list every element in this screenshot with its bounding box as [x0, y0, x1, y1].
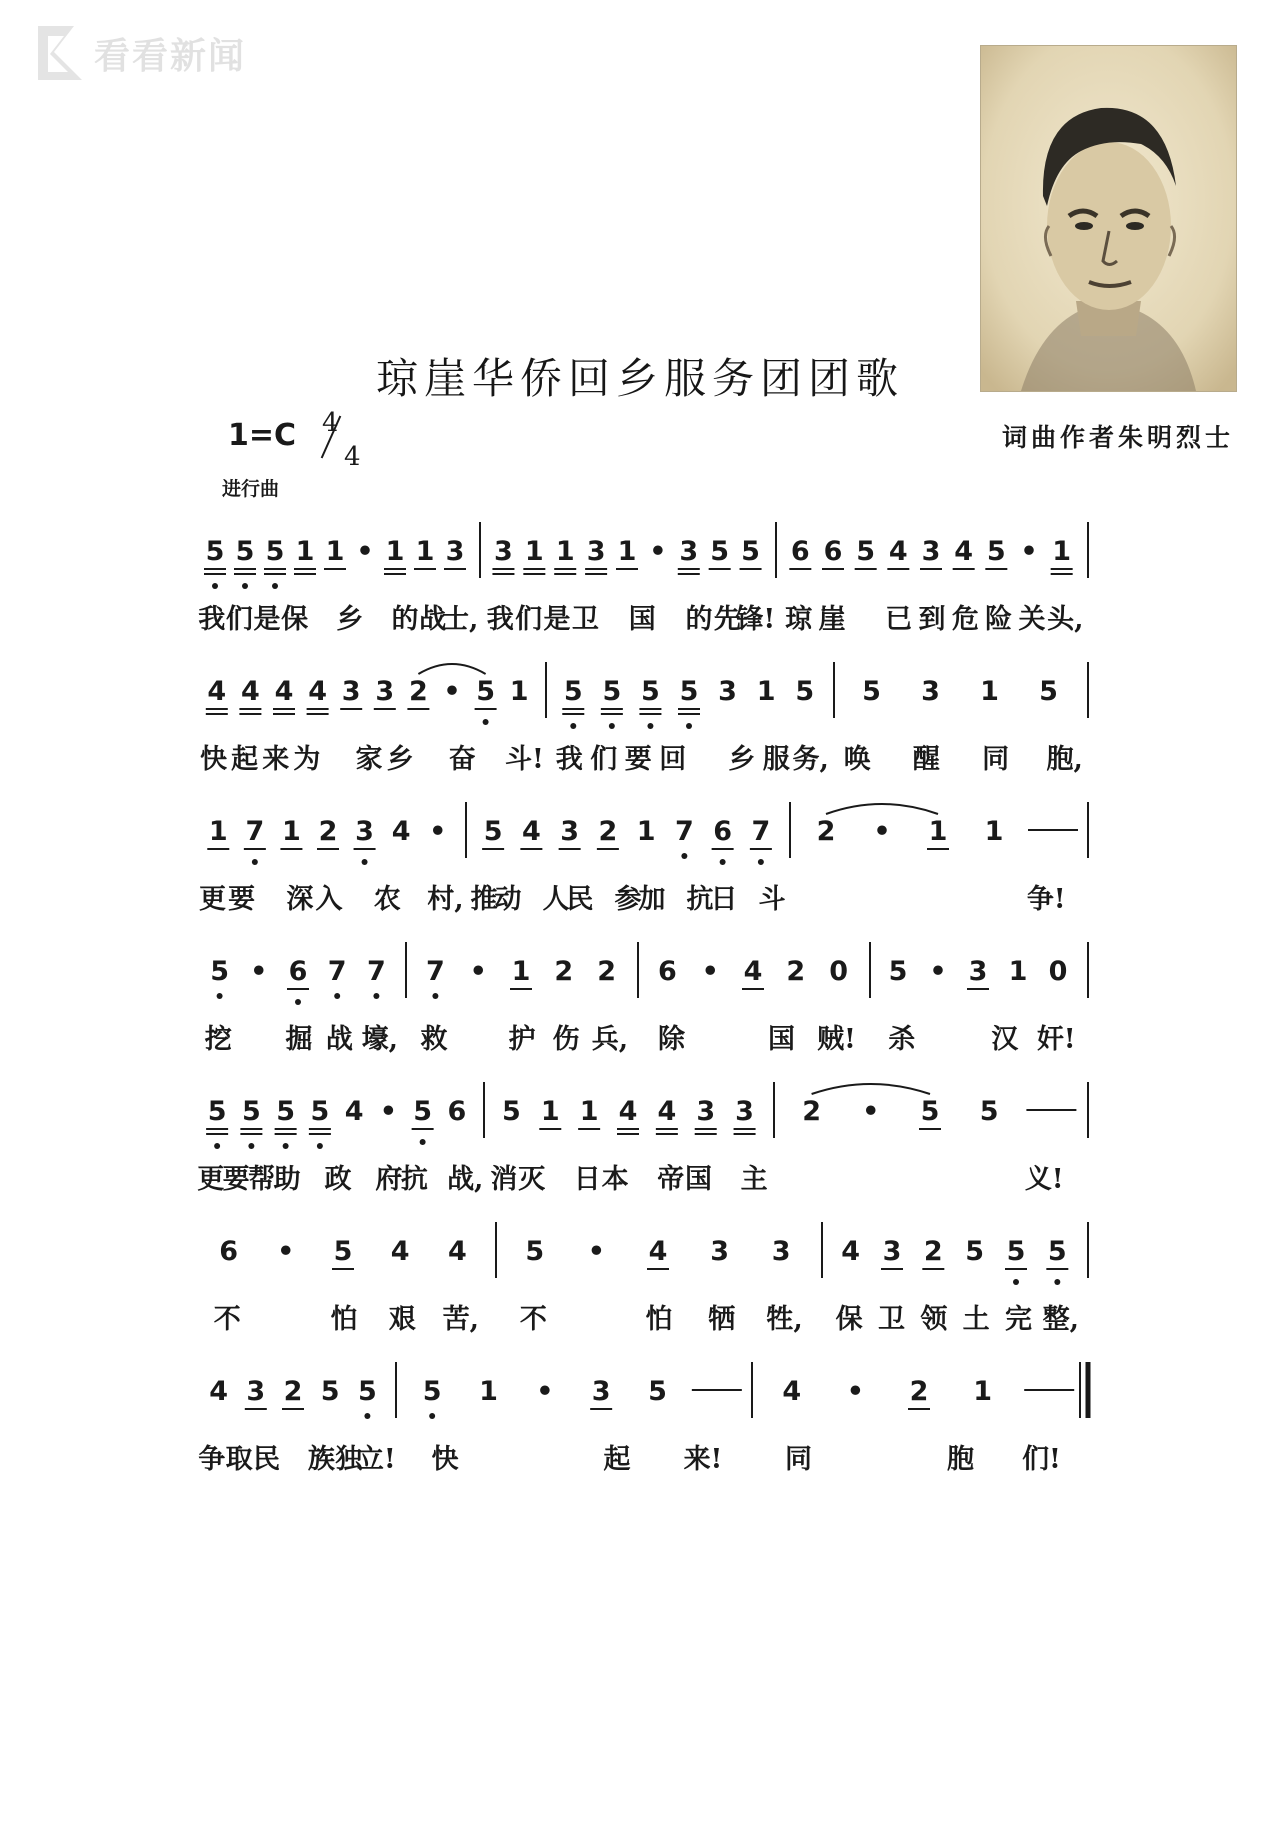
note: 3	[341, 676, 361, 707]
note: 4	[209, 1376, 228, 1407]
lyric-char: 怕	[645, 1304, 673, 1335]
lyric-char: 战,	[447, 1164, 484, 1195]
lyric-char: 农	[373, 884, 401, 915]
lower-octave-dot	[252, 859, 258, 865]
lyric-char: 们	[515, 604, 543, 635]
note: 3	[560, 816, 580, 847]
note: 7	[327, 956, 347, 987]
note: 4	[782, 1376, 802, 1407]
lyric-char: 参	[614, 884, 642, 915]
tie-arc	[418, 664, 485, 674]
note: 1	[1008, 956, 1028, 987]
note: 4	[274, 676, 294, 707]
lyric-char: 我	[486, 604, 514, 635]
lyric-char: 服	[762, 744, 790, 775]
note: 5	[795, 676, 815, 707]
lyric-char: 贼!	[817, 1024, 856, 1055]
lyric-char: 士,	[441, 604, 479, 635]
lyric-char: 奸!	[1036, 1024, 1076, 1055]
note: 5	[413, 1096, 433, 1127]
note: 3	[718, 676, 737, 707]
note: 5	[965, 1236, 985, 1267]
lyric-char: 民	[566, 884, 594, 915]
dot-extension: •	[469, 956, 487, 987]
lyric-char: 战	[419, 604, 447, 635]
lyric-char: 争!	[1026, 884, 1066, 915]
note: 5	[986, 536, 1006, 567]
lyric-char: 国	[685, 1164, 712, 1195]
lower-octave-dot	[212, 583, 218, 589]
note: 5	[856, 536, 876, 567]
note: 7	[426, 956, 445, 987]
lyric-char: 日	[710, 884, 738, 915]
lyric-char: 斗	[758, 884, 786, 915]
note: 1	[984, 816, 1004, 847]
lyric-char: 伤	[552, 1024, 580, 1055]
lyric-char: 抗	[686, 884, 714, 915]
note: 4	[241, 676, 260, 707]
lyric-char: 我	[555, 744, 583, 775]
note: 5	[310, 1096, 330, 1127]
note: 4	[308, 676, 327, 707]
note: 2	[802, 1096, 821, 1127]
lyric-char: 险	[985, 604, 1013, 635]
lyric-char: 日	[573, 1164, 601, 1195]
note: 6	[447, 1096, 467, 1127]
note: 1	[509, 676, 529, 707]
lower-octave-dot	[647, 723, 653, 729]
lower-octave-dot	[317, 1143, 323, 1149]
note: 1	[479, 1376, 498, 1407]
lyric-char: 护	[508, 1024, 536, 1055]
dot-extension: •	[873, 816, 891, 847]
note: 0	[1048, 956, 1068, 987]
note: 1	[524, 536, 544, 567]
dot-extension: •	[649, 536, 667, 567]
note: 6	[713, 816, 733, 847]
lyric-char: 入	[315, 884, 343, 915]
lyric-char: 取	[225, 1444, 253, 1475]
note: 3	[591, 1376, 611, 1407]
note: 3	[710, 1236, 729, 1267]
lyric-char: 琼	[785, 604, 813, 635]
lyric-char: 起	[603, 1444, 631, 1475]
lyric-char: 来!	[683, 1444, 723, 1475]
lyric-char: 加	[638, 884, 666, 915]
lyric-char: 来	[262, 744, 290, 775]
lyric-char: 已	[885, 604, 913, 635]
lyric-char: 起	[231, 744, 259, 775]
note: 3	[494, 536, 513, 567]
lyric-char: 同	[785, 1444, 812, 1475]
lower-octave-dot	[681, 853, 687, 859]
note: 6	[790, 536, 810, 567]
note: 1	[756, 676, 776, 707]
note: 2	[283, 1376, 303, 1407]
note: 2	[598, 816, 618, 847]
note: 4	[841, 1236, 861, 1267]
note: 5	[205, 536, 225, 567]
note: 4	[648, 1236, 668, 1267]
lyric-char: 的	[391, 604, 419, 635]
lyric-char: 要	[222, 1164, 250, 1195]
lyric-char: 苦,	[442, 1304, 480, 1335]
lyric-char: 关	[1018, 604, 1046, 635]
note: 5	[358, 1376, 377, 1407]
note: 5	[422, 1376, 442, 1407]
lyric-char: 领	[920, 1304, 948, 1335]
author-credit: 词曲作者朱明烈士	[1001, 423, 1234, 452]
dot-extension: •	[536, 1376, 554, 1407]
lower-octave-dot	[248, 1143, 254, 1149]
lyric-char: 不	[519, 1304, 547, 1335]
lyric-char: 为	[293, 744, 321, 775]
note: 1	[385, 536, 405, 567]
dot-extension: •	[862, 1096, 880, 1127]
dot-extension: •	[1020, 536, 1038, 567]
lyric-char: 政	[324, 1164, 352, 1195]
lyric-char: 动	[494, 884, 522, 915]
lower-octave-dot	[283, 1143, 289, 1149]
note: 5	[210, 956, 229, 987]
lyric-char: 除	[658, 1024, 685, 1055]
lyric-char: 完	[1005, 1304, 1032, 1335]
note: 1	[511, 956, 531, 987]
lyric-char: 帝	[657, 1164, 685, 1195]
lyric-char: 立!	[356, 1444, 396, 1475]
lyric-char: 唤	[843, 744, 871, 775]
lyric-char: 胞	[947, 1444, 974, 1475]
lyric-char: 要	[624, 744, 652, 775]
note: 5	[1039, 676, 1058, 707]
note: 1	[540, 1096, 560, 1127]
dot-extension: •	[379, 1096, 398, 1127]
lyric-char: 国	[768, 1024, 795, 1055]
lyric-char: 是	[543, 604, 571, 635]
lyric-char: 胞,	[1046, 744, 1083, 775]
lyric-char: 同	[982, 744, 1010, 775]
lyric-char: 挖	[204, 1024, 232, 1055]
note: 1	[415, 536, 435, 567]
lyric-char: 乡	[386, 744, 414, 775]
note: 3	[882, 1236, 902, 1267]
note: 3	[921, 676, 940, 707]
note: 4	[954, 536, 974, 567]
note: 2	[409, 676, 428, 707]
note: 5	[862, 676, 881, 707]
watermark-text: 看看新闻	[94, 35, 247, 77]
note: 4	[888, 536, 908, 567]
lyric-char: 不	[213, 1304, 241, 1335]
note: 5	[979, 1096, 999, 1127]
lyric-char: 救	[420, 1024, 448, 1055]
note: 5	[502, 1096, 521, 1127]
lyric-char: 牲,	[766, 1304, 803, 1335]
note: 4	[618, 1096, 638, 1127]
dot-extension: •	[929, 956, 947, 987]
lower-octave-dot	[1013, 1279, 1019, 1285]
lyric-char: 壕,	[361, 1024, 399, 1055]
lyric-char: 兵,	[591, 1024, 629, 1055]
lyric-char: 怕	[330, 1304, 358, 1335]
note: 5	[241, 1096, 261, 1127]
lower-octave-dot	[420, 1139, 426, 1145]
lyric-char: 掘	[285, 1024, 313, 1055]
note: 0	[829, 956, 848, 987]
lyric-char: 汉	[991, 1024, 1019, 1055]
note: 4	[448, 1236, 467, 1267]
note: 4	[743, 956, 763, 987]
tempo-marking: 进行曲	[222, 478, 280, 500]
note: 7	[367, 956, 386, 987]
note: 1	[636, 816, 656, 847]
note: 3	[771, 1236, 791, 1267]
note: 5	[920, 1096, 940, 1127]
lyric-char: 牺	[708, 1304, 736, 1335]
lyric-char: 乡	[336, 604, 364, 635]
lyric-char: 崖	[818, 604, 846, 635]
note: 3	[968, 956, 988, 987]
note: 3	[696, 1096, 716, 1127]
lower-octave-dot	[217, 993, 223, 999]
note: 4	[390, 1236, 410, 1267]
lyric-char: 们!	[1022, 1444, 1061, 1475]
note: 5	[276, 1096, 296, 1127]
note: 1	[325, 536, 345, 567]
note: 2	[786, 956, 806, 987]
note: 3	[445, 536, 465, 567]
note: 6	[219, 1236, 238, 1267]
note: 5	[679, 676, 699, 707]
lower-octave-dot	[432, 993, 438, 999]
lower-octave-dot	[483, 719, 489, 725]
lyric-char: 我	[198, 604, 226, 635]
lower-octave-dot	[364, 1413, 370, 1419]
note: 2	[816, 816, 836, 847]
lower-octave-dot	[242, 583, 248, 589]
song-title: 琼崖华侨回乡服务团团歌	[375, 354, 904, 403]
lyric-char: 家	[355, 744, 383, 775]
note: 1	[980, 676, 999, 707]
dot-extension: •	[356, 536, 374, 567]
note: 3	[246, 1376, 266, 1407]
note: 1	[973, 1376, 992, 1407]
tie-arc	[812, 1084, 930, 1094]
lower-octave-dot	[609, 723, 615, 729]
note: 3	[735, 1096, 754, 1127]
lower-octave-dot	[758, 859, 764, 865]
note: 6	[823, 536, 843, 567]
lyric-char: 卫	[571, 604, 599, 635]
note: 4	[391, 816, 411, 847]
lower-octave-dot	[720, 859, 726, 865]
note: 5	[333, 1236, 353, 1267]
lyric-char: 锋!	[736, 604, 776, 635]
dot-extension: •	[250, 956, 268, 987]
note: 1	[208, 816, 228, 847]
note: 1	[617, 536, 637, 567]
lyric-char: 独	[335, 1444, 363, 1475]
lyric-char: 推	[470, 884, 498, 915]
lyric-char: 府	[375, 1164, 403, 1195]
lyric-char: 斗!	[505, 744, 544, 775]
note: 1	[1052, 536, 1072, 567]
note: 5	[235, 536, 255, 567]
note: 6	[658, 956, 677, 987]
lyric-char: 灭	[518, 1164, 546, 1195]
lyric-char: 帮	[248, 1164, 276, 1195]
note: 5	[265, 536, 285, 567]
lyric-char: 族	[307, 1444, 335, 1475]
note: 5	[888, 956, 908, 987]
lyric-char: 本	[601, 1164, 629, 1195]
lyric-char: 整,	[1042, 1304, 1080, 1335]
note: 7	[245, 816, 265, 847]
lyric-char: 奋	[448, 744, 476, 775]
lyric-char: 务,	[792, 744, 829, 775]
note: 4	[344, 1096, 364, 1127]
dot-extension: •	[277, 1236, 295, 1267]
lyric-char: 村,	[427, 884, 464, 915]
note: 3	[355, 816, 374, 847]
note: 1	[295, 536, 315, 567]
lyric-char: 土	[962, 1304, 990, 1335]
lyric-char: 要	[228, 884, 256, 915]
lyric-char: 乡	[728, 744, 756, 775]
dot-extension: •	[701, 956, 719, 987]
lyric-char: 保	[835, 1304, 863, 1335]
lower-octave-dot	[295, 999, 301, 1005]
time-denominator: 4	[344, 442, 361, 472]
lyric-char: 先	[713, 604, 741, 635]
dot-extension: •	[587, 1236, 606, 1267]
note: 7	[674, 816, 694, 847]
lower-octave-dot	[570, 723, 576, 729]
lower-octave-dot	[1054, 1279, 1060, 1285]
lyric-char: 头,	[1047, 604, 1084, 635]
note: 3	[375, 676, 395, 707]
note: 1	[282, 816, 301, 847]
note: 5	[1006, 1236, 1026, 1267]
lyric-char: 消	[490, 1164, 518, 1195]
lyric-char: 民	[253, 1444, 281, 1475]
lower-octave-dot	[429, 1413, 435, 1419]
lyric-char: 主	[740, 1164, 768, 1195]
lyric-char: 义!	[1024, 1164, 1064, 1195]
note: 5	[1047, 1236, 1067, 1267]
note: 5	[483, 816, 503, 847]
dot-extension: •	[429, 816, 447, 847]
lyric-char: 醒	[912, 744, 940, 775]
note: 1	[555, 536, 575, 567]
note: 5	[648, 1376, 667, 1407]
lyric-char: 抗	[400, 1164, 428, 1195]
note: 5	[741, 536, 760, 567]
lyric-char: 艰	[388, 1304, 416, 1335]
note: 2	[554, 956, 574, 987]
lower-octave-dot	[334, 993, 340, 999]
time-numerator: 4	[322, 408, 339, 438]
lyric-char: 更	[197, 1164, 225, 1195]
note: 5	[207, 1096, 227, 1127]
lyric-char: 快	[431, 1444, 459, 1475]
note: 5	[641, 676, 660, 707]
note: 4	[207, 676, 227, 707]
note: 2	[597, 956, 616, 987]
note: 1	[928, 816, 948, 847]
lyric-char: 保	[281, 604, 309, 635]
note: 5	[563, 676, 583, 707]
tie-arc	[826, 804, 938, 814]
lyric-char: 危	[951, 604, 979, 635]
lyric-char: 回	[659, 744, 687, 775]
note: 3	[921, 536, 941, 567]
lower-octave-dot	[272, 583, 278, 589]
note: 4	[657, 1096, 677, 1127]
lyric-char: 是	[253, 604, 281, 635]
lower-octave-dot	[214, 1143, 220, 1149]
lyric-char: 的	[685, 604, 713, 635]
note: 7	[751, 816, 771, 847]
dot-extension: •	[846, 1376, 865, 1407]
lyric-char: 国	[628, 604, 656, 635]
lyric-char: 到	[918, 604, 946, 635]
note: 5	[320, 1376, 340, 1407]
lyric-char: 们	[590, 744, 618, 775]
lower-octave-dot	[686, 723, 692, 729]
note: 5	[602, 676, 622, 707]
lyric-char: 快	[200, 744, 228, 775]
lyric-char: 们	[225, 604, 253, 635]
note: 5	[525, 1236, 545, 1267]
note: 6	[288, 956, 308, 987]
lyric-char: 战	[325, 1024, 353, 1055]
lyric-char: 卫	[878, 1304, 905, 1335]
lyric-char: 深	[286, 884, 314, 915]
lyric-char: 更	[199, 884, 227, 915]
lyric-char: 争	[198, 1444, 226, 1475]
note: 1	[579, 1096, 599, 1127]
lyric-char: 助	[273, 1164, 301, 1195]
note: 4	[521, 816, 541, 847]
note: 5	[710, 536, 730, 567]
lower-octave-dot	[362, 859, 368, 865]
note: 5	[476, 676, 495, 707]
lyric-char: 杀	[888, 1024, 916, 1055]
note: 2	[909, 1376, 929, 1407]
note: 2	[923, 1236, 943, 1267]
key-signature: 1=C	[228, 418, 297, 453]
dot-extension: •	[443, 676, 461, 707]
note: 3	[586, 536, 606, 567]
note: 2	[318, 816, 338, 847]
lower-octave-dot	[373, 993, 379, 999]
lyric-char: 人	[542, 884, 570, 915]
note: 3	[679, 536, 699, 567]
